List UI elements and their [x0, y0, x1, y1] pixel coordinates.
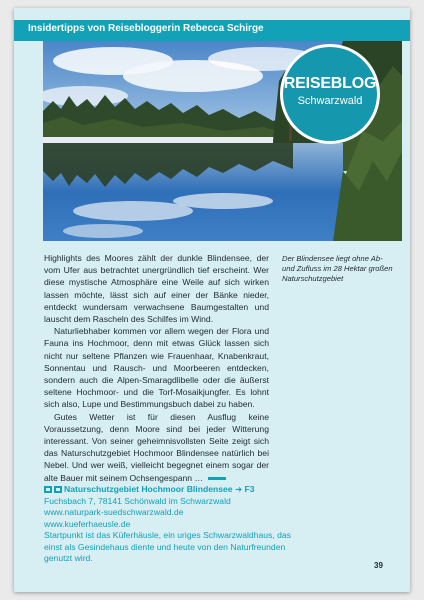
info-address: Fuchsbach 7, 78141 Schönwald im Schwarzwald [44, 495, 231, 506]
reiseblog-badge [280, 44, 380, 144]
page-number: 39 [374, 561, 383, 570]
car-icon [44, 486, 52, 493]
paragraph-3-text: Gutes Wetter ist für diesen Ausflug keine Voraussetzung, denn Moore sind bei jeder Witterung interessant. Von seiner geheimnisvollsten Seite zeigt sich das Naturschutzgebiet Hochmoor Blindensee natürlich bei Nebel. Und wer weiß, vielleicht begegnet einem sogar der alte Bauer mit seinem Ochsengespann … [44, 411, 269, 483]
badge-subtitle: Schwarzwald [297, 95, 363, 107]
photo-caption: Der Blindensee liegt ohne Ab- und Zufluss im 28 Hektar großen Naturschutzgebiet [282, 254, 393, 283]
header-band [14, 20, 410, 41]
end-mark [208, 477, 226, 480]
paragraph-1: Highlights des Moores zählt der dunkle Blindensee, der vom Ufer aus betrachtet unergründlich tief erscheint. Wer diese mystische Atmosphäre eine Weile auf sich wirken lassen möchte, lässt sich auf einer der Bänke nieder, entdeckt wundersam verwachsene Baumgestalten und lauscht dem Rascheln des Schilfes im Wind. [44, 253, 269, 325]
info-title-line [44, 484, 294, 496]
info-web-link-2[interactable]: www.kueferhaeusle.de [44, 518, 131, 529]
bus-icon [54, 486, 62, 493]
info-box [44, 484, 294, 565]
paragraph-2: Naturliebhaber kommen vor allem wegen der Flora und Fauna ins Hochmoor, denn mit etwas Glück lassen sich nicht nur seltene Pflanzen wie Frauenhaar, Knabenkraut, Sonnentau und Rausch- und Moorbeeren entdecken, sondern auch die Alpen-Smaragdlibelle oder die äußerst seltene Hochmoor- und die Torf-Mosaikjungfer. Es lohnt sich also, Lupe und Bestimmungsbuch dabei zu haben. [44, 326, 269, 410]
header-title: Insidertipps von Reisebloggerin Rebecca Schirge [28, 23, 264, 34]
paragraph-3 [44, 411, 269, 484]
article-body [44, 252, 269, 484]
info-title: Naturschutzgebiet Hochmoor Blindensee ➜ F3 [64, 484, 255, 494]
book-page [14, 8, 410, 592]
info-web-link-1[interactable]: www.naturpark-suedschwarzwald.de [44, 507, 184, 517]
badge-title: REISEBLOG [283, 75, 377, 92]
info-description: Startpunkt ist das Küferhäusle, ein uriges Schwarzwaldhaus, das einst als Gesindehaus diente und heute von den Naturfreunden genutzt wird. [44, 530, 291, 563]
